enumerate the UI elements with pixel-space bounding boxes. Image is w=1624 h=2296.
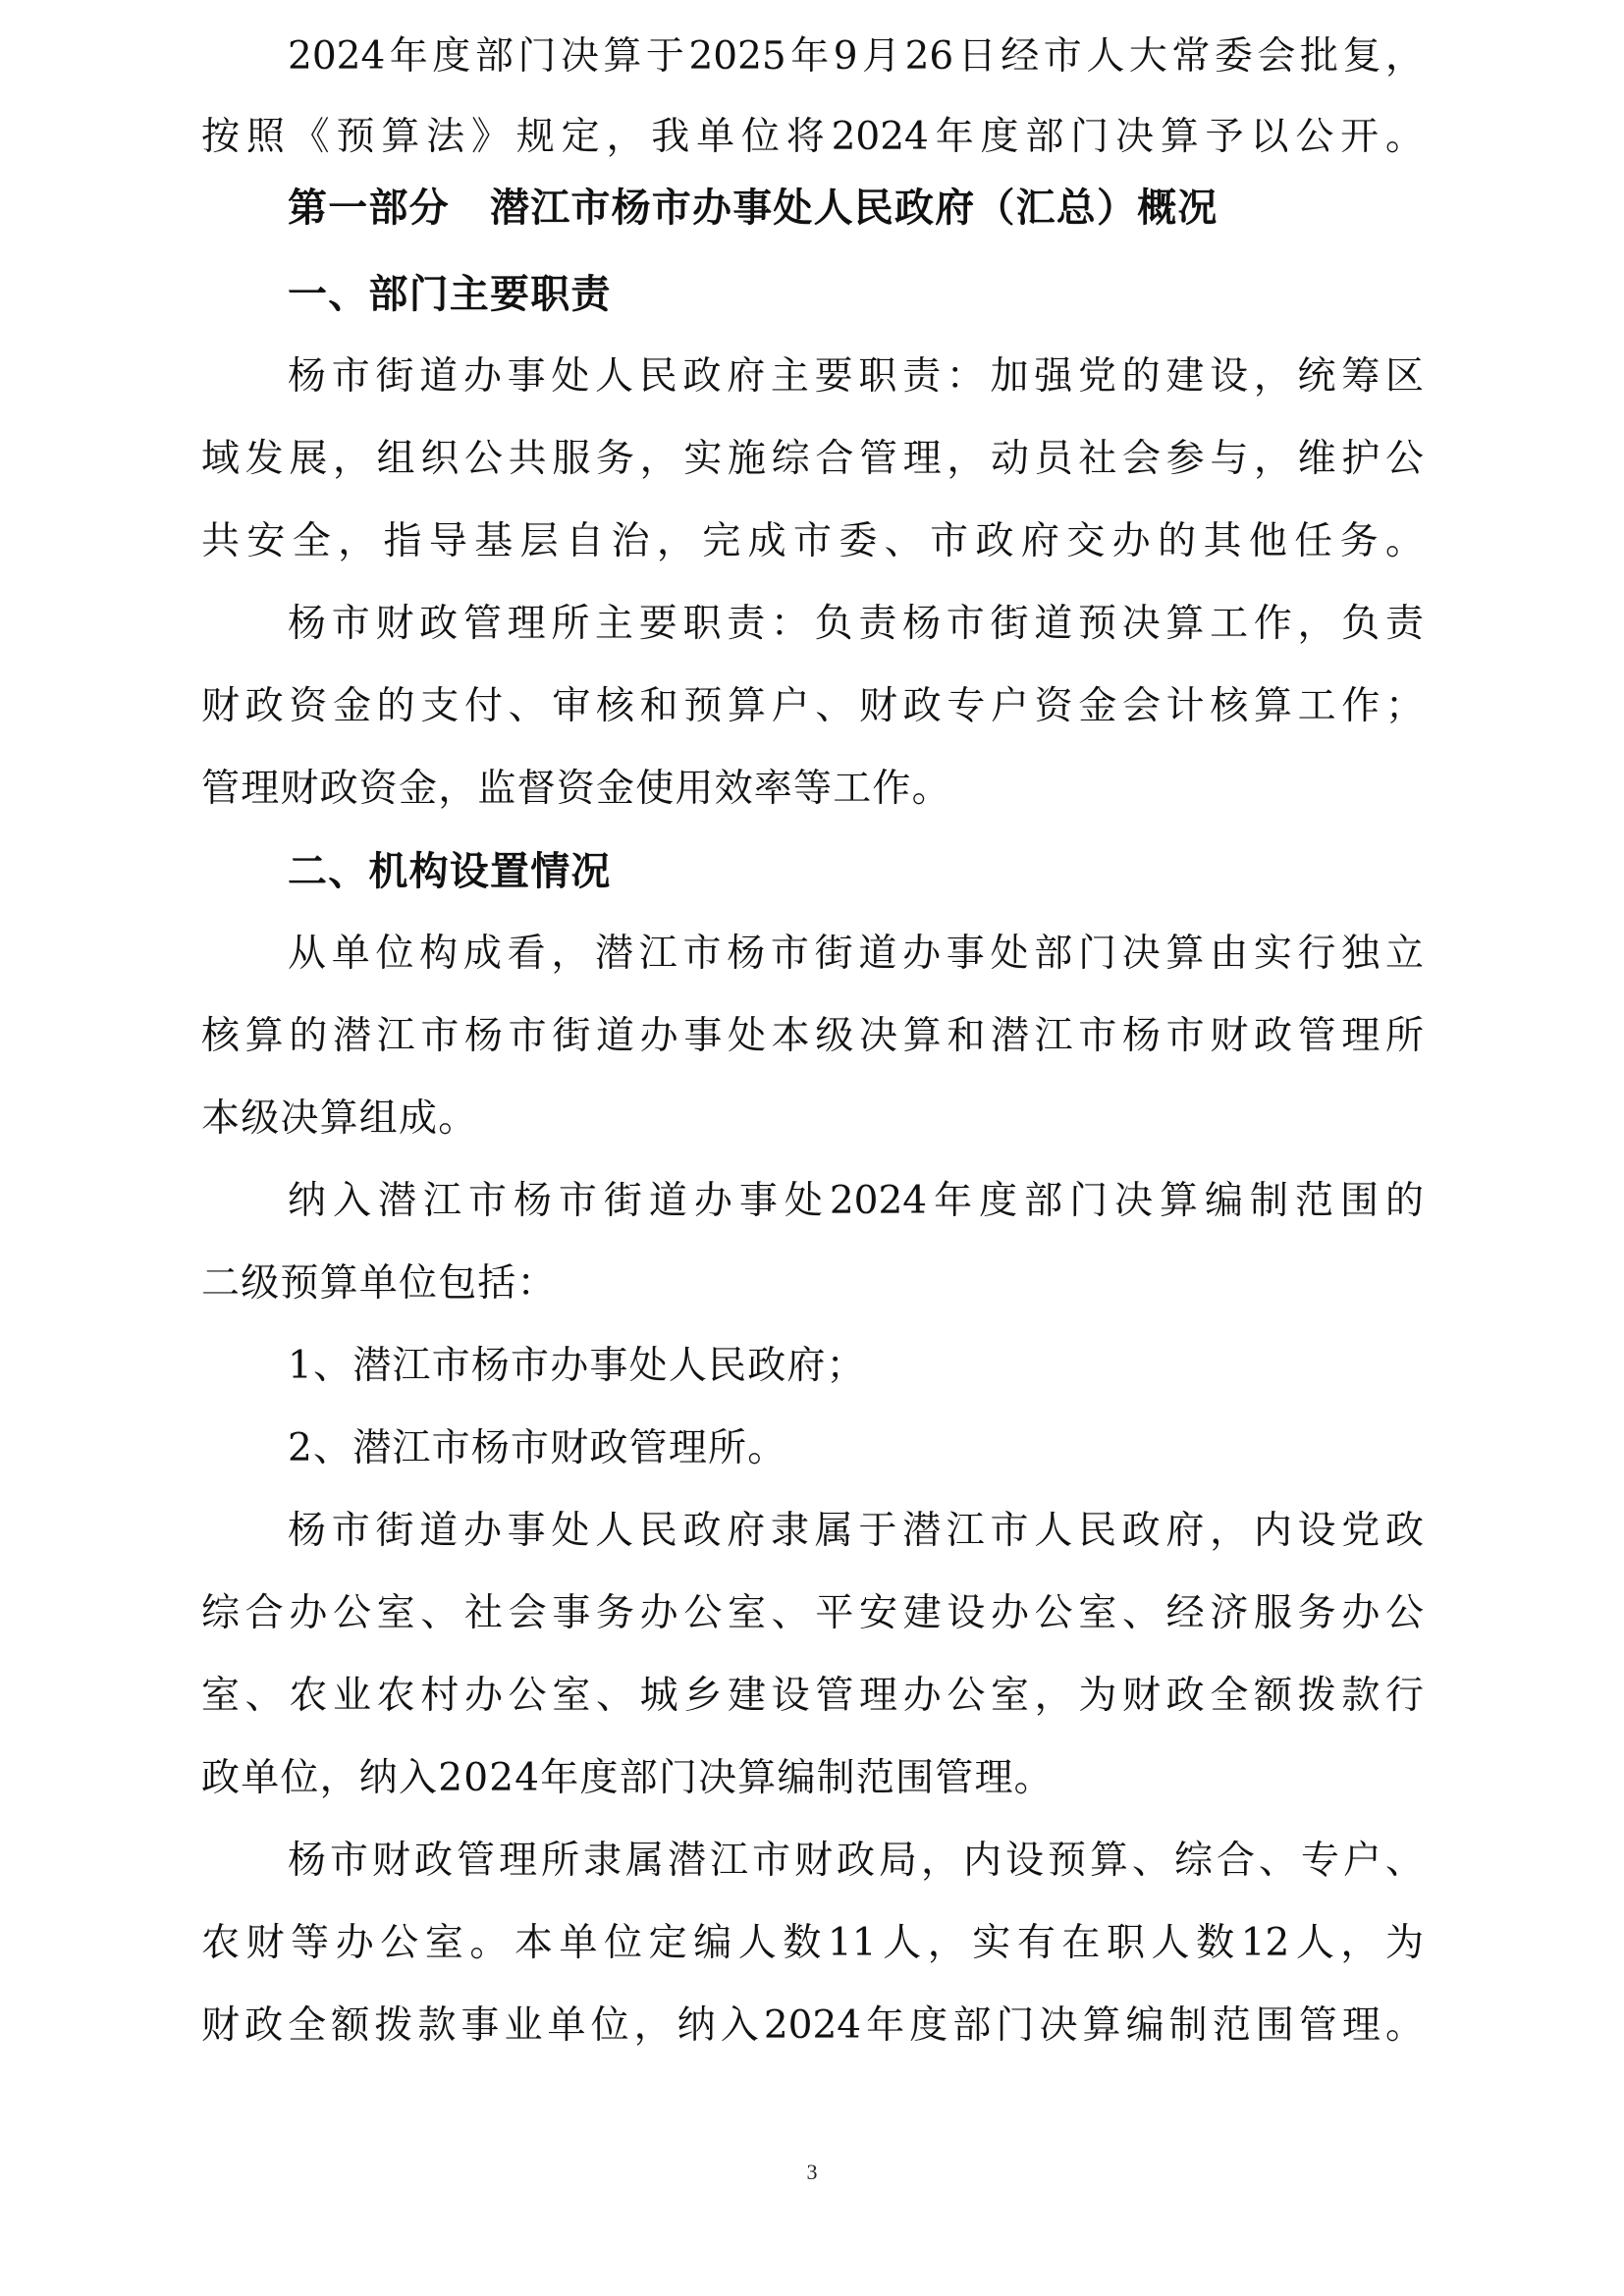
page-number: 3	[806, 2160, 818, 2184]
duty-paragraph-1-line-2: 域发展，组织公共服务，实施综合管理，动员社会参与，维护公	[201, 437, 1424, 481]
part-title: 第一部分 潜江市杨市办事处人民政府（汇总）概况	[288, 186, 1218, 231]
duty-paragraph-2-line-1: 杨市财政管理所主要职责：负责杨市街道预决算工作，负责	[288, 602, 1424, 646]
finance-office-paragraph-line-2: 农财等办公室。本单位定编人数11人，实有在职人数12人，为	[201, 1921, 1424, 1965]
finance-office-paragraph-line-3: 财政全额拨款事业单位，纳入2024年度部门决算编制范围管理。	[201, 2003, 1424, 2048]
government-paragraph-line-2: 综合办公室、社会事务办公室、平安建设办公室、经济服务办公	[201, 1591, 1424, 1635]
government-paragraph-line-4: 政单位，纳入2024年度部门决算编制范围管理。	[201, 1756, 1054, 1800]
structure-paragraph-line-3: 本级决算组成。	[201, 1096, 478, 1141]
finance-office-paragraph-line-1: 杨市财政管理所隶属潜江市财政局，内设预算、综合、专户、	[288, 1839, 1424, 1883]
paragraph-intro-line-1: 2024年度部门决算于2025年9月26日经市人大常委会批复，	[288, 34, 1424, 79]
list-item-2: 2、潜江市杨市财政管理所。	[288, 1426, 787, 1470]
structure-paragraph-line-1: 从单位构成看，潜江市杨市街道办事处部门决算由实行独立	[288, 932, 1424, 976]
duty-paragraph-1-line-3: 共安全，指导基层自治，完成市委、市政府交办的其他任务。	[201, 519, 1424, 563]
scope-paragraph-line-1: 纳入潜江市杨市街道办事处2024年度部门决算编制范围的	[288, 1179, 1424, 1223]
duty-paragraph-1-line-1: 杨市街道办事处人民政府主要职责：加强党的建设，统筹区	[288, 354, 1424, 399]
section-1-title: 一、部门主要职责	[288, 272, 612, 317]
duty-paragraph-2-line-3: 管理财政资金，监督资金使用效率等工作。	[201, 767, 951, 811]
list-item-1: 1、潜江市杨市办事处人民政府；	[288, 1344, 866, 1388]
government-paragraph-line-1: 杨市街道办事处人民政府隶属于潜江市人民政府，内设党政	[288, 1509, 1424, 1553]
paragraph-intro-line-2: 按照《预算法》规定，我单位将2024年度部门决算予以公开。	[201, 115, 1424, 159]
scope-paragraph-line-2: 二级预算单位包括：	[201, 1261, 557, 1306]
government-paragraph-line-3: 室、农业农村办公室、城乡建设管理办公室，为财政全额拨款行	[201, 1674, 1424, 1718]
section-2-title: 二、机构设置情况	[288, 849, 612, 894]
duty-paragraph-2-line-2: 财政资金的支付、审核和预算户、财政专户资金会计核算工作；	[201, 684, 1424, 728]
structure-paragraph-line-2: 核算的潜江市杨市街道办事处本级决算和潜江市杨市财政管理所	[201, 1014, 1424, 1058]
